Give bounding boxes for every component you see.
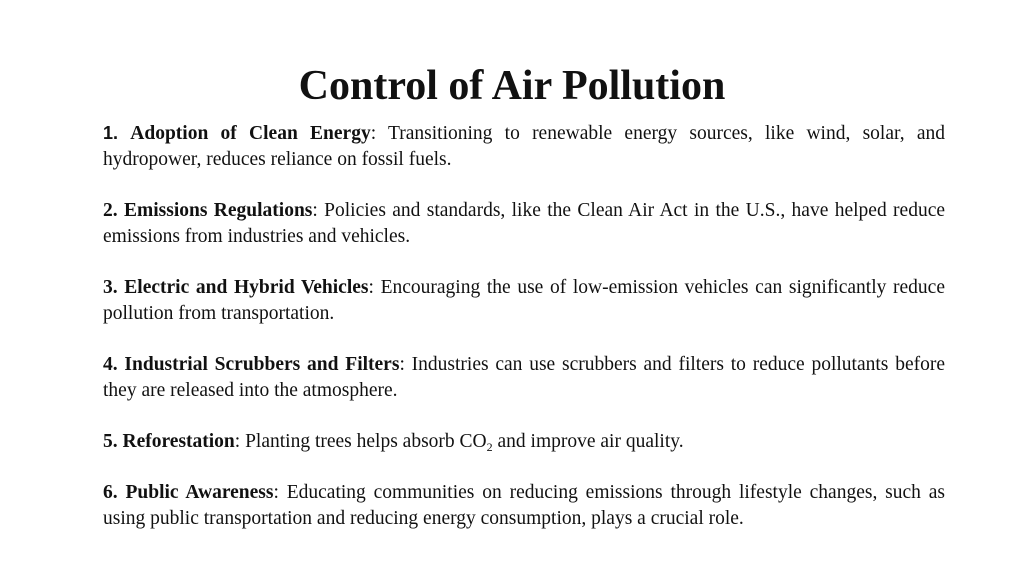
point-term: Public Awareness <box>125 482 274 503</box>
point-number: 3. <box>103 277 118 298</box>
point-term: Electric and Hybrid Vehicles <box>124 277 369 298</box>
point-term: Adoption of Clean Energy <box>130 123 371 144</box>
point-text: : Policies and standards, like the Clean Air Act in the U.S., have helped reduce emissions from industries and vehicles. <box>103 200 946 247</box>
point-reforestation <box>103 429 945 455</box>
points-list <box>103 120 945 532</box>
point-text: : Encouraging the use of low-emission vehicles can significantly reduce pollution from transportation. <box>103 277 945 324</box>
point-electric-vehicles <box>103 275 945 327</box>
point-public-awareness <box>103 480 945 532</box>
point-number: 5. <box>103 431 118 452</box>
slide-title: Control of Air Pollution <box>298 63 726 109</box>
point-industrial-scrubbers <box>103 352 945 404</box>
point-term: Reforestation <box>122 431 235 452</box>
point-text-after: and improve air quality. <box>492 431 684 452</box>
point-text: : Planting trees helps absorb CO <box>234 431 487 452</box>
point-text: : Educating communities on reducing emissions through lifestyle changes, such as using public transportation and reducing energy consumption, plays a crucial role. <box>103 482 946 529</box>
point-text: : Industries can use scrubbers and filters to reduce pollutants before they are released into the atmosphere. <box>103 354 945 401</box>
point-number: 1. <box>103 123 119 143</box>
co2-subscript: 2 <box>486 440 493 454</box>
point-number: 2. <box>103 200 118 221</box>
point-term: Emissions Regulations <box>123 200 313 221</box>
point-text: : Transitioning to renewable energy sources, like wind, solar, and hydropower, reduces reliance on fossil fuels. <box>103 123 946 170</box>
point-number: 6. <box>103 482 118 503</box>
point-number: 4. <box>103 354 118 375</box>
point-clean-energy <box>103 120 945 173</box>
point-emissions-regulations <box>103 198 945 250</box>
point-term: Industrial Scrubbers and Filters <box>124 354 400 375</box>
